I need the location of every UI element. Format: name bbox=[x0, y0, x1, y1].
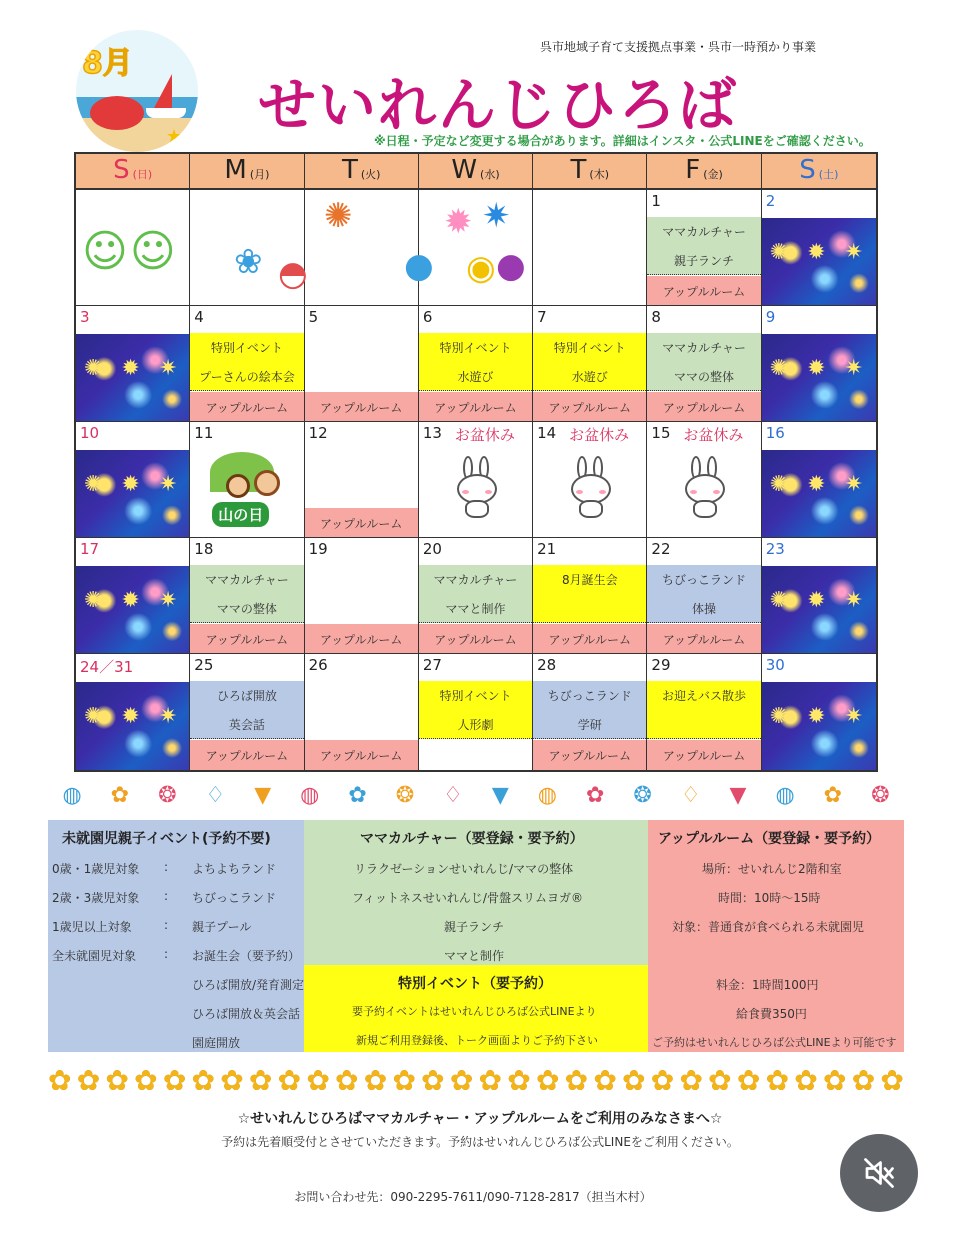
mute-button[interactable] bbox=[840, 1134, 918, 1212]
sunflower-icon: ✿ bbox=[421, 1063, 445, 1097]
august-badge bbox=[76, 30, 198, 152]
sunflower-band bbox=[48, 1058, 904, 1102]
event-slot: ママカルチャー bbox=[419, 565, 532, 594]
event-slot: 水遊び bbox=[533, 362, 646, 391]
event-slot: ママカルチャー bbox=[647, 217, 760, 246]
day-number: 29 bbox=[651, 656, 671, 674]
event-label: ちびっこランド bbox=[192, 891, 277, 905]
holiday-label: お盆休み bbox=[569, 426, 630, 444]
day-number: 1 bbox=[651, 192, 661, 210]
sunflower-icon: ✿ bbox=[822, 1063, 847, 1097]
calendar-day-cell bbox=[76, 306, 190, 422]
goldfish-icon: ◉ bbox=[466, 248, 496, 288]
culture-item: リラクゼーションせいれんじ/ママの整体 bbox=[354, 862, 574, 876]
rabbit-icon bbox=[681, 456, 729, 518]
sunflower-icon: ✿ bbox=[507, 1063, 531, 1097]
event-slot: ママの整体 bbox=[647, 362, 760, 391]
sunflower-icon: ✿ bbox=[880, 1063, 904, 1097]
fan-icon: ❀ bbox=[234, 242, 263, 282]
goldfish-icon: ❂ bbox=[158, 782, 177, 808]
fireworks-image bbox=[762, 218, 876, 305]
sunflower-icon: ✿ bbox=[306, 1063, 330, 1097]
fireworks-image bbox=[76, 566, 189, 653]
day-number: 28 bbox=[537, 656, 557, 674]
event-label: よちよちランド bbox=[192, 862, 277, 876]
day-number: 25 bbox=[194, 656, 214, 674]
day-number: 27 bbox=[422, 656, 442, 674]
sunflower-icon: ✿ bbox=[535, 1063, 560, 1097]
day-number: 4 bbox=[194, 308, 204, 326]
contact-info: お問い合わせ先：090-2295-7611/090-7128-2817（担当木村） bbox=[294, 1190, 652, 1204]
day-number: 30 bbox=[765, 656, 785, 674]
day-number: 17 bbox=[80, 540, 100, 558]
event-slot: お迎えバス散歩 bbox=[647, 681, 760, 710]
shaved-ice-icon: ▼ bbox=[491, 782, 509, 808]
boat-hull-icon bbox=[146, 108, 186, 118]
weekday-mon: M (月) bbox=[190, 154, 304, 190]
ramune-icon: ♢ bbox=[205, 782, 226, 808]
sunflower-icon: ✿ bbox=[134, 1063, 158, 1097]
fan-icon: ✿ bbox=[585, 782, 605, 808]
weekday-sat: S (土) bbox=[762, 154, 876, 190]
weekday-wed: W (水) bbox=[419, 154, 533, 190]
ramune-icon: ♢ bbox=[443, 782, 463, 808]
fireworks-image bbox=[76, 682, 189, 770]
day-number: 23 bbox=[765, 540, 785, 558]
event-slot: 特別イベント bbox=[533, 333, 646, 362]
calendar-day-cell bbox=[762, 538, 876, 654]
calendar-day-cell bbox=[647, 306, 761, 422]
day-number: 7 bbox=[537, 308, 547, 326]
target-label: 1歳児以上対象 bbox=[52, 920, 132, 934]
goldfish-icon: ❂ bbox=[871, 782, 890, 808]
target-label: 0歳・1歳児対象 bbox=[52, 862, 140, 876]
sunflower-icon: ✿ bbox=[162, 1063, 187, 1097]
separator: : bbox=[164, 947, 169, 961]
day-number: 11 bbox=[194, 424, 214, 442]
fireworks-image bbox=[762, 566, 876, 653]
mama-culture-block bbox=[304, 820, 648, 965]
event-slot: ママと制作 bbox=[419, 594, 532, 623]
month-label: 8月 bbox=[82, 46, 133, 81]
sunflower-icon: ✿ bbox=[564, 1063, 589, 1097]
event-slot: 人形劇 bbox=[419, 710, 532, 739]
calendar-day-cell bbox=[419, 654, 533, 770]
calendar-day-cell bbox=[305, 306, 419, 422]
yoyo-balloon-icon: ● bbox=[404, 246, 434, 286]
apple-room-fee: 料金：1時間100円 bbox=[716, 978, 819, 992]
calendar-day-cell bbox=[762, 422, 876, 538]
sunflower-icon: ✿ bbox=[736, 1063, 761, 1097]
calendar-day-cell bbox=[762, 306, 876, 422]
lantern-icon: ◍ bbox=[62, 782, 82, 808]
event-slot: 体操 bbox=[647, 594, 760, 623]
day-number: 21 bbox=[537, 540, 557, 558]
parent-child-heading: 未就園児親子イベント(予約不要) bbox=[62, 831, 271, 847]
sunflower-icon: ✿ bbox=[392, 1063, 416, 1097]
change-notice: ※日程・予定など変更する場合があります。詳細はインスタ・公式LINEをご確認ください。 bbox=[374, 134, 871, 148]
calendar-day-cell bbox=[305, 654, 419, 770]
sunflower-icon: ✿ bbox=[191, 1063, 215, 1097]
goldfish-icon: ❂ bbox=[633, 782, 652, 808]
sunflower-icon: ✿ bbox=[363, 1063, 388, 1097]
event-slot: アップルルーム bbox=[190, 740, 303, 770]
sunflower-icon: ✿ bbox=[449, 1063, 474, 1097]
day-number: 14 bbox=[537, 424, 557, 442]
mountain-day-label: 山の日 bbox=[212, 502, 269, 527]
footer-title: ☆せいれんじひろばママカルチャー・アップルルームをご利用のみなさまへ☆ bbox=[237, 1111, 723, 1127]
weekday-sun: S (日) bbox=[76, 154, 190, 190]
calendar-day-cell bbox=[419, 306, 533, 422]
fireworks-image bbox=[762, 334, 876, 421]
sunflower-icon: ✿ bbox=[679, 1063, 703, 1097]
event-label: ひろば開放/発育測定 bbox=[192, 978, 305, 992]
calendar-day-cell bbox=[419, 422, 533, 538]
sunflower-icon: ✿ bbox=[248, 1063, 273, 1097]
event-slot: プーさんの絵本会 bbox=[190, 362, 303, 391]
apple-room-panel bbox=[648, 820, 904, 1052]
ramune-icon: ♢ bbox=[680, 782, 701, 808]
footer-note: 予約は先着順受付とさせていただきます。予約はせいれんじひろば公式LINEをご利用ください。 bbox=[221, 1135, 739, 1149]
apple-room-place: 場所：せいれんじ2階和室 bbox=[702, 862, 842, 876]
event-label: ひろば開放＆英会話 bbox=[192, 1007, 301, 1021]
day-number: 18 bbox=[194, 540, 214, 558]
calendar-day-cell bbox=[190, 422, 304, 538]
day-number: 3 bbox=[80, 308, 90, 326]
fan-icon: ✿ bbox=[823, 782, 843, 808]
event-slot bbox=[533, 594, 646, 623]
calendar-day-cell bbox=[647, 422, 761, 538]
speaker-muted-icon bbox=[861, 1155, 897, 1191]
calendar-day-cell bbox=[305, 422, 419, 538]
culture-item: フィットネスせいれんじ/骨盤スリムヨガ® bbox=[352, 891, 583, 905]
day-number: 12 bbox=[308, 424, 328, 442]
day-number: 9 bbox=[765, 308, 776, 326]
calendar-day-cell bbox=[647, 190, 761, 306]
target-label: 2歳・3歳児対象 bbox=[52, 891, 140, 905]
ball-icon: ● bbox=[496, 246, 526, 286]
event-slot: 英会話 bbox=[190, 710, 303, 739]
day-number: 16 bbox=[765, 424, 785, 442]
organization-label: 呉市地域子育て支援拠点事業・呉市一時預かり事業 bbox=[540, 40, 817, 54]
day-number: 13 bbox=[422, 424, 442, 442]
day-number: 6 bbox=[422, 308, 433, 326]
event-slot: アップルルーム bbox=[305, 740, 418, 770]
event-slot: 8月誕生会 bbox=[533, 565, 646, 594]
event-slot: 水遊び bbox=[419, 362, 532, 391]
sailboat-icon bbox=[154, 74, 172, 108]
sunflower-icon: ✿ bbox=[593, 1063, 617, 1097]
calendar-day-cell bbox=[305, 538, 419, 654]
lantern-icon: ◍ bbox=[775, 782, 795, 808]
event-slot: ママカルチャー bbox=[190, 565, 303, 594]
frog-kids-icon: ☺☺ bbox=[82, 226, 178, 277]
sunflower-icon: ✿ bbox=[851, 1063, 876, 1097]
sunflower-icon: ✿ bbox=[220, 1063, 244, 1097]
culture-item: ママと制作 bbox=[444, 949, 505, 963]
day-number: 2 bbox=[765, 192, 776, 210]
special-event-line: 新規ご利用登録後、トーク画面よりご予約下さい bbox=[356, 1034, 598, 1047]
day-number: 22 bbox=[651, 540, 671, 558]
day-number: 5 bbox=[308, 308, 319, 326]
event-slot: アップルルーム bbox=[190, 624, 303, 654]
calendar-day-cell bbox=[533, 306, 647, 422]
sunflower-icon: ✿ bbox=[708, 1063, 732, 1097]
sunflower-icon: ✿ bbox=[650, 1063, 675, 1097]
separator: : bbox=[164, 918, 169, 932]
day-number: 24／31 bbox=[80, 658, 134, 676]
event-slot: ちびっこランド bbox=[533, 681, 646, 710]
special-event-line: 要予約イベントはせいれんじひろば公式LINEより bbox=[352, 1005, 597, 1018]
summer-festival-illustration bbox=[234, 196, 530, 292]
event-slot: アップルルーム bbox=[419, 624, 532, 654]
fireworks-image bbox=[762, 450, 876, 537]
apple-room-target: 対象：普通食が食べられる未就園児 bbox=[672, 920, 865, 934]
event-slot: アップルルーム bbox=[533, 392, 646, 422]
apple-room-time: 時間：10時〜15時 bbox=[718, 891, 821, 905]
event-slot: アップルルーム bbox=[647, 276, 760, 306]
fan-icon: ✿ bbox=[348, 782, 367, 808]
event-slot: 特別イベント bbox=[419, 333, 532, 362]
firework-blue-icon: ✷ bbox=[482, 196, 511, 236]
weekday-tue: T (火) bbox=[305, 154, 419, 190]
calendar-day-cell bbox=[533, 538, 647, 654]
calendar-day-cell bbox=[647, 538, 761, 654]
sunflower-icon: ✿ bbox=[48, 1063, 72, 1097]
watermelon-icon: ◓ bbox=[278, 254, 308, 294]
sunflower-icon: ✿ bbox=[622, 1063, 646, 1097]
calendar-day-cell bbox=[762, 654, 876, 770]
event-slot: アップルルーム bbox=[305, 392, 418, 422]
separator: : bbox=[164, 889, 169, 903]
event-slot: アップルルーム bbox=[647, 392, 760, 422]
sunflower-icon: ✿ bbox=[76, 1063, 101, 1097]
sunflower-icon: ✿ bbox=[478, 1063, 503, 1097]
event-slot: ママカルチャー bbox=[647, 333, 760, 362]
parent-child-events-panel bbox=[48, 820, 304, 1052]
calendar-day-cell bbox=[533, 190, 647, 306]
weekday-header bbox=[76, 154, 876, 190]
event-slot: アップルルーム bbox=[419, 392, 532, 422]
event-label: お誕生会（要予約） bbox=[192, 949, 301, 963]
apple-room-meal: 給食費350円 bbox=[736, 1007, 807, 1021]
page-title: せいれんじひろば bbox=[258, 71, 739, 139]
rabbit-icon bbox=[567, 456, 615, 518]
event-slot: ママの整体 bbox=[190, 594, 303, 623]
special-event-block bbox=[304, 965, 648, 1052]
mama-culture-heading: ママカルチャー（要登録・要予約） bbox=[360, 831, 584, 847]
rabbit-icon bbox=[453, 456, 501, 518]
apple-room-heading: アップルルーム（要登録・要予約） bbox=[658, 831, 881, 847]
holiday-label: お盆休み bbox=[454, 426, 515, 444]
event-slot: 親子ランチ bbox=[647, 246, 760, 275]
day-number: 20 bbox=[422, 540, 442, 558]
holiday-label: お盆休み bbox=[683, 426, 744, 444]
day-number: 15 bbox=[651, 424, 671, 442]
event-slot: ちびっこランド bbox=[647, 565, 760, 594]
fireworks-image bbox=[762, 682, 876, 770]
event-slot: アップルルーム bbox=[647, 740, 760, 770]
firework-icon: ✺ bbox=[324, 196, 353, 236]
sunflower-icon: ✿ bbox=[277, 1063, 302, 1097]
event-slot: 特別イベント bbox=[419, 681, 532, 710]
event-label: 親子プール bbox=[192, 920, 252, 934]
apple-room-reserve: ご予約はせいれんじひろば公式LINEより可能です bbox=[652, 1036, 897, 1049]
day-number: 10 bbox=[80, 424, 100, 442]
mountain-day-illustration bbox=[204, 452, 290, 530]
day-number: 8 bbox=[651, 308, 661, 326]
firework-pink-icon: ✹ bbox=[444, 202, 473, 242]
calendar-day-cell bbox=[76, 190, 190, 306]
event-slot: アップルルーム bbox=[305, 508, 418, 538]
event-slot: ひろば開放 bbox=[190, 681, 303, 710]
special-event-heading: 特別イベント（要予約） bbox=[398, 976, 552, 992]
event-slot: アップルルーム bbox=[533, 624, 646, 654]
calendar-day-cell bbox=[419, 538, 533, 654]
calendar-day-cell bbox=[190, 654, 304, 770]
target-label: 全未就園児対象 bbox=[52, 949, 137, 963]
calendar-day-cell bbox=[190, 306, 304, 422]
event-slot: アップルルーム bbox=[305, 624, 418, 654]
calendar-day-cell bbox=[76, 422, 190, 538]
separator: : bbox=[164, 860, 169, 874]
sunflower-icon: ✿ bbox=[105, 1063, 129, 1097]
lantern-icon: ◍ bbox=[537, 782, 557, 808]
fan-icon: ✿ bbox=[110, 782, 130, 808]
lantern-icon: ◍ bbox=[300, 782, 320, 808]
shaved-ice-icon: ▼ bbox=[254, 782, 272, 808]
day-number: 19 bbox=[308, 540, 328, 558]
sunflower-icon: ✿ bbox=[765, 1063, 790, 1097]
star-icon: ★ bbox=[166, 126, 183, 147]
calendar-day-cell bbox=[76, 654, 190, 770]
shaved-ice-icon: ▼ bbox=[729, 782, 747, 808]
weekday-fri: F (金) bbox=[647, 154, 761, 190]
event-slot: 特別イベント bbox=[190, 333, 303, 362]
calendar-day-cell bbox=[762, 190, 876, 306]
crab-icon bbox=[90, 96, 144, 130]
day-number: 26 bbox=[308, 656, 328, 674]
sunflower-icon: ✿ bbox=[335, 1063, 359, 1097]
calendar-day-cell bbox=[533, 422, 647, 538]
calendar-day-cell bbox=[190, 538, 304, 654]
event-slot: アップルルーム bbox=[190, 392, 303, 422]
goldfish-icon: ❂ bbox=[395, 782, 415, 808]
fireworks-image bbox=[76, 450, 189, 537]
sunflower-icon: ✿ bbox=[794, 1063, 818, 1097]
weekday-thu: T (木) bbox=[533, 154, 647, 190]
mama-culture-panel bbox=[304, 820, 648, 1052]
calendar-day-cell bbox=[533, 654, 647, 770]
event-slot: アップルルーム bbox=[533, 740, 646, 770]
culture-item: 親子ランチ bbox=[444, 920, 505, 934]
info-table bbox=[48, 820, 904, 1052]
event-slot bbox=[647, 710, 760, 739]
fireworks-image bbox=[76, 334, 189, 421]
summer-decoration-band bbox=[48, 772, 904, 818]
calendar-day-cell bbox=[76, 538, 190, 654]
calendar-day-cell bbox=[647, 654, 761, 770]
event-slot: アップルルーム bbox=[647, 624, 760, 654]
event-label: 園庭開放 bbox=[192, 1036, 241, 1050]
event-slot: 学研 bbox=[533, 710, 646, 739]
